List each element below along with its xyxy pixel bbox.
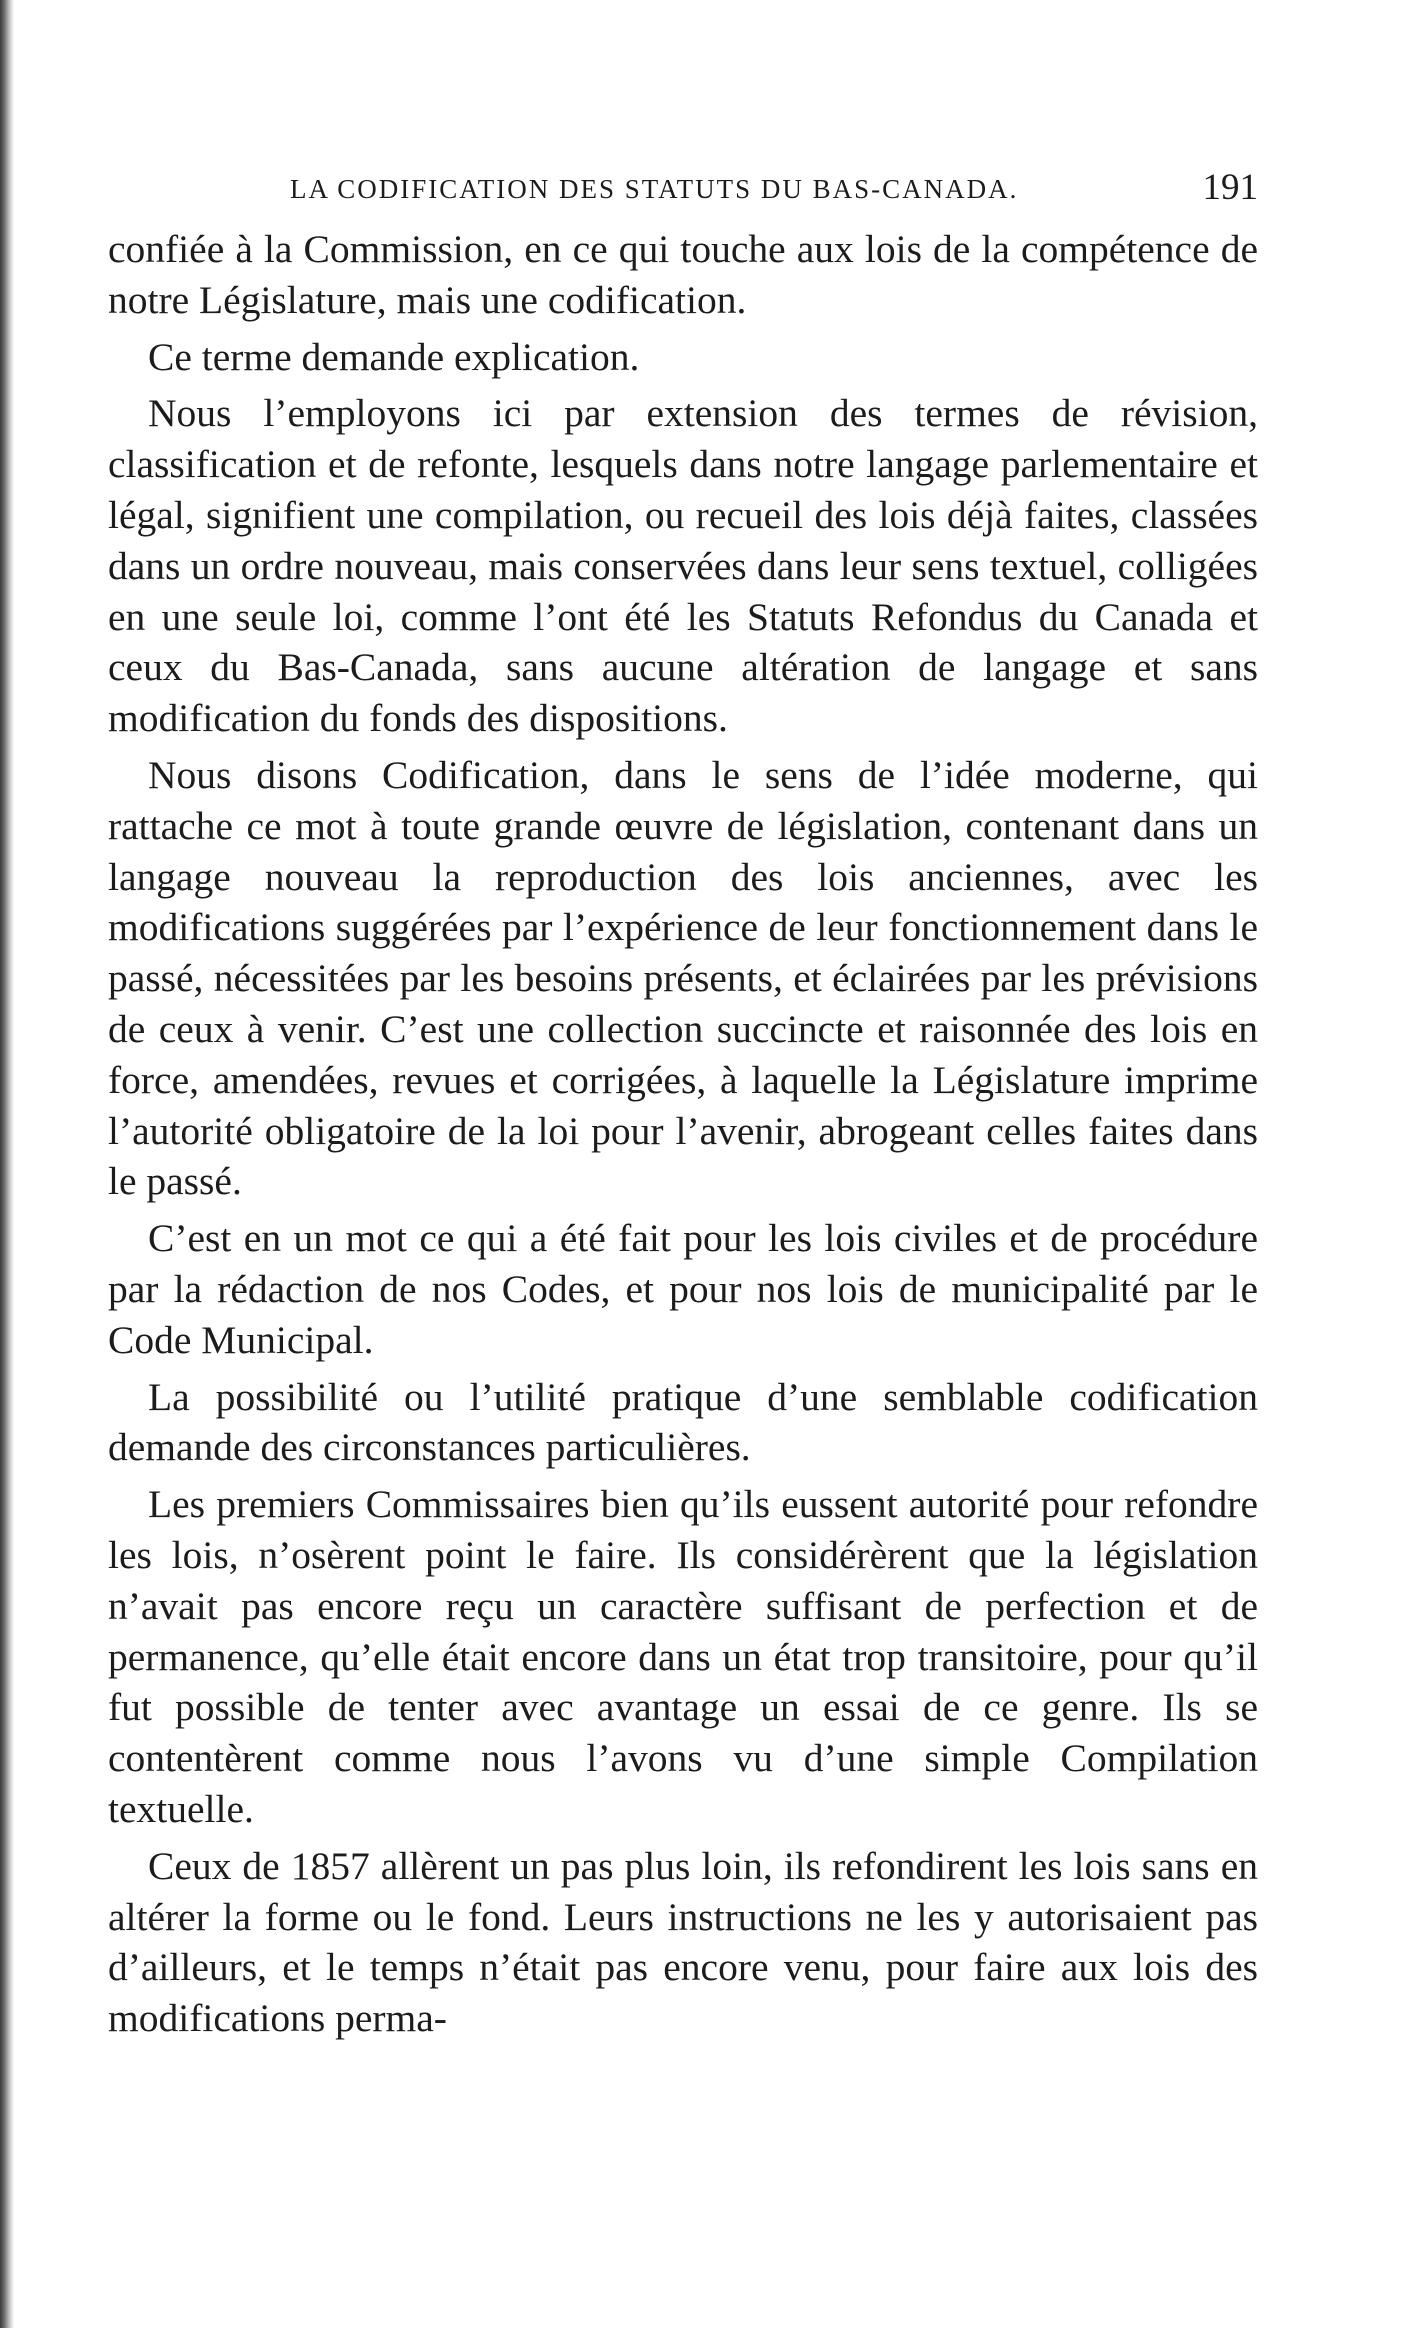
running-title: LA CODIFICATION DES STATUTS DU BAS-CANADA. xyxy=(290,174,1019,204)
paragraph-continued: confiée à la Commission, en ce qui touche aux lois de la compétence de notre Législature, mais une codification. xyxy=(108,227,1258,322)
paragraph: Ce terme demande explication. xyxy=(148,334,640,379)
running-header xyxy=(108,160,1258,210)
paragraph: C’est en un mot ce qui a été fait pour les lois civiles et de procédure par la rédaction de nos Codes, et pour nos lois de municipalité par le Code Municipal. xyxy=(108,1216,1258,1362)
paragraph: Nous disons Codification, dans le sens de l’idée moderne, qui rattache ce mot à toute grande œuvre de législation, contenant dans un langage nouveau la reproduction des lois anciennes, avec les modifications suggérées par l’expérience de leur fonctionnement dans le passé, nécessitées par les besoins présents, et éclairées par les prévisions de ceux à venir. C’est une collection succincte et raisonnée des lois en force, amendées, revues et corrigées, à laquelle la Législature imprime l’autorité obligatoire de la loi pour l’avenir, abrogeant celles faites dans le passé. xyxy=(108,752,1258,1204)
paragraph: La possibilité ou l’utilité pratique d’une semblable codification demande des circonstances particulières. xyxy=(108,1374,1258,1470)
paragraph: Les premiers Commissaires bien qu’ils eussent autorité pour refondre les lois, n’osèrent point le faire. Ils considérèrent que la législation n’avait pas encore reçu un caractère suffisant de perfection et de permanence, qu’elle était encore dans un état trop transitoire, pour qu’il fut possible de tenter avec avantage un essai de ce genre. Ils se contentèrent comme nous l’avons vu d’une simple Compilation textuelle. xyxy=(108,1482,1258,1831)
book-page xyxy=(108,160,1258,2050)
page-number: 191 xyxy=(1202,167,1258,208)
page-binding-edge xyxy=(0,0,14,2328)
paragraph: Ceux de 1857 allèrent un pas plus loin, ils refondirent les lois sans en altérer la forme ou le fond. Leurs instructions ne les y autorisaient pas d’ailleurs, et le temps n’était pas encore venu, pour faire aux lois des modifications perma- xyxy=(108,1843,1258,2041)
paragraph: Nous l’employons ici par extension des termes de révision, classification et de refonte, lesquels dans notre langage parlementaire et légal, signifient une compilation, ou recueil des lois déjà faites, classées dans un ordre nouveau, mais conservées dans leur sens textuel, colligées en une seule loi, comme l’ont été les Statuts Refondus du Canada et ceux du Bas-Canada, sans aucune altération de langage et sans modification du fonds des dispositions. xyxy=(108,391,1258,741)
body-text xyxy=(108,224,1258,2044)
